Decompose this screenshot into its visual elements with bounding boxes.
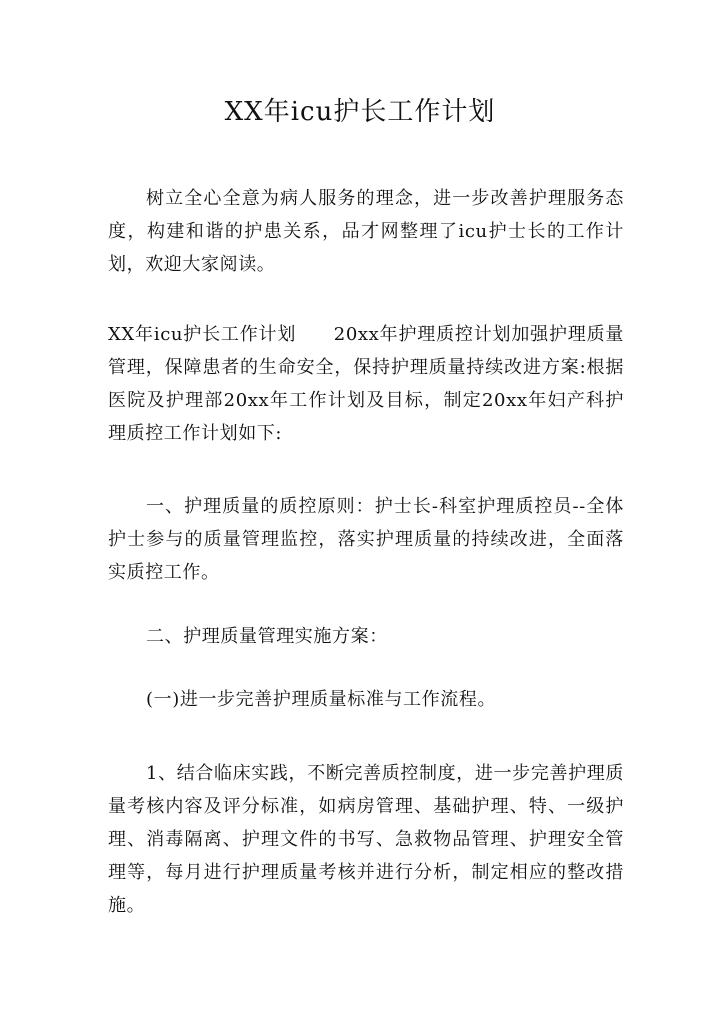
subsection-heading: (一)进一步完善护理质量标准与工作流程。 [146,689,497,710]
section-heading: 二、护理质量管理实施方案： [146,626,388,647]
plan-paragraph: XX年icu护长工作计划 20xx年护理质控计划加强护理质量管理，保障患者的生命安全，保持护理质量持续改进方案:根据医院及护理部20xx年工作计划及目标，制定20xx年妇产科护理质控工作计划如下: [108,324,624,444]
item-paragraph: 1、结合临床实践，不断完善质控制度，进一步完善护理质量考核内容及评分标准，如病房管理、基础护理、特、一级护理、消毒隔离、护理文件的书写、急救物品管理、护理安全管理等，每月进行护理质量考核并进行分析，制定相应的整改措施。 [108,763,624,916]
intro-paragraph: 树立全心全意为病人服务的理念，进一步改善护理服务态度，构建和谐的护患关系，品才网整理了icu护士长的工作计划，欢迎大家阅读。 [108,188,624,275]
document-title: XX年icu护长工作计划 [224,97,496,127]
principle-paragraph: 一、护理质量的质控原则：护士长-科室护理质控员--全体护士参与的质量管理监控，落实护理质量的持续改进，全面落实质控工作。 [108,496,624,583]
